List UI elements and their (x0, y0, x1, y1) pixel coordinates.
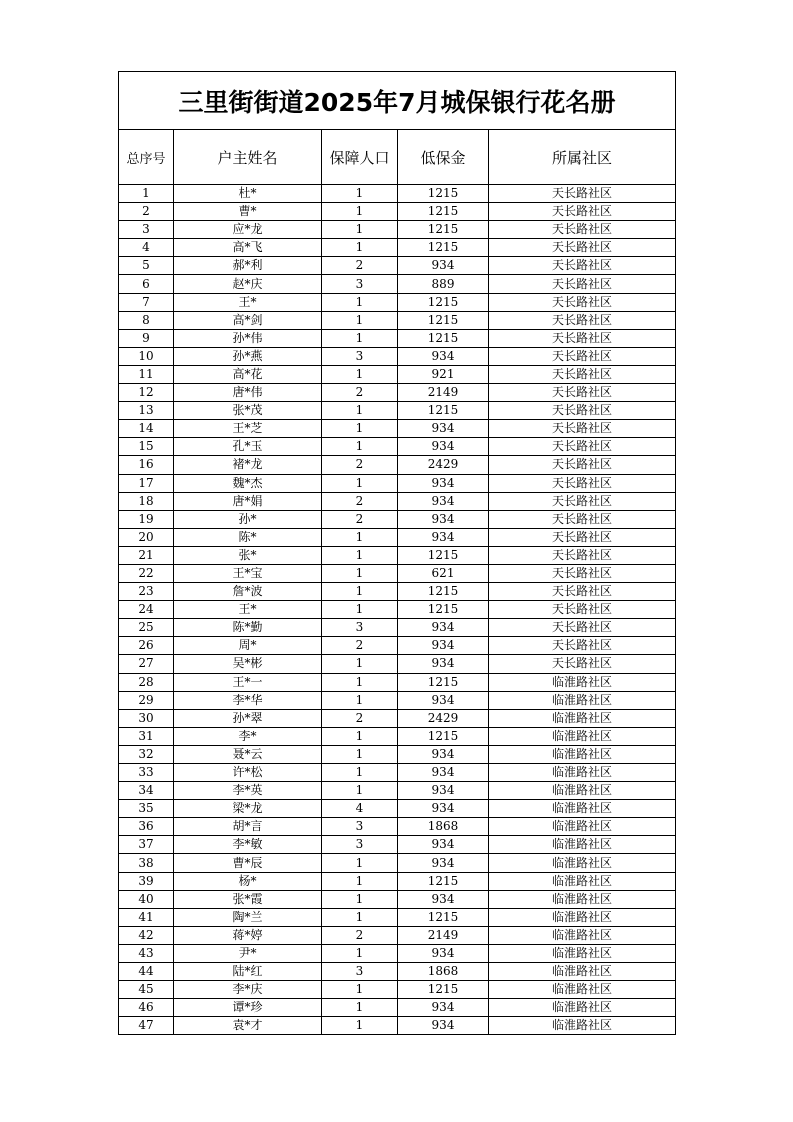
cell-members: 1 (322, 564, 398, 582)
cell-index: 8 (119, 311, 174, 329)
cell-index: 44 (119, 963, 174, 981)
cell-name: 聂*云 (174, 745, 322, 763)
cell-name: 王*宝 (174, 564, 322, 582)
cell-allowance: 934 (398, 782, 489, 800)
table-row (119, 818, 676, 836)
cell-name: 魏*杰 (174, 474, 322, 492)
cell-index: 5 (119, 257, 174, 275)
table-row (119, 275, 676, 293)
cell-index: 10 (119, 347, 174, 365)
cell-allowance: 2149 (398, 926, 489, 944)
cell-allowance: 2429 (398, 709, 489, 727)
cell-name: 唐*伟 (174, 384, 322, 402)
table-row (119, 673, 676, 691)
cell-index: 9 (119, 329, 174, 347)
cell-members: 1 (322, 764, 398, 782)
cell-community: 天长路社区 (489, 239, 676, 257)
cell-allowance: 934 (398, 637, 489, 655)
cell-members: 3 (322, 818, 398, 836)
cell-community: 临淮路社区 (489, 764, 676, 782)
table-row (119, 185, 676, 203)
cell-name: 应*龙 (174, 221, 322, 239)
cell-name: 张*茂 (174, 402, 322, 420)
cell-members: 1 (322, 293, 398, 311)
cell-index: 1 (119, 185, 174, 203)
cell-community: 临淮路社区 (489, 800, 676, 818)
cell-index: 28 (119, 673, 174, 691)
table-row (119, 908, 676, 926)
cell-community: 天长路社区 (489, 203, 676, 221)
cell-members: 1 (322, 655, 398, 673)
cell-index: 3 (119, 221, 174, 239)
table-row (119, 926, 676, 944)
cell-name: 孙*伟 (174, 329, 322, 347)
cell-members: 1 (322, 872, 398, 890)
cell-members: 2 (322, 709, 398, 727)
table-row (119, 800, 676, 818)
cell-community: 天长路社区 (489, 185, 676, 203)
cell-members: 1 (322, 673, 398, 691)
cell-allowance: 1215 (398, 293, 489, 311)
table-row (119, 655, 676, 673)
cell-community: 临淮路社区 (489, 926, 676, 944)
cell-name: 李*庆 (174, 981, 322, 999)
cell-allowance: 1215 (398, 239, 489, 257)
table-row (119, 402, 676, 420)
cell-index: 13 (119, 402, 174, 420)
cell-index: 22 (119, 564, 174, 582)
cell-allowance: 934 (398, 745, 489, 763)
cell-community: 天长路社区 (489, 221, 676, 239)
cell-name: 詹*波 (174, 583, 322, 601)
cell-name: 王* (174, 601, 322, 619)
cell-community: 临淮路社区 (489, 963, 676, 981)
cell-community: 天长路社区 (489, 438, 676, 456)
cell-index: 35 (119, 800, 174, 818)
cell-community: 天长路社区 (489, 275, 676, 293)
cell-members: 1 (322, 420, 398, 438)
cell-allowance: 1215 (398, 872, 489, 890)
table-row (119, 637, 676, 655)
cell-name: 高*飞 (174, 239, 322, 257)
cell-allowance: 1215 (398, 546, 489, 564)
table-row (119, 782, 676, 800)
table-row (119, 944, 676, 962)
cell-community: 临淮路社区 (489, 872, 676, 890)
cell-name: 孔*玉 (174, 438, 322, 456)
cell-name: 李*华 (174, 691, 322, 709)
page-title: 三里街街道2025年7月城保银行花名册 (119, 72, 676, 130)
cell-allowance: 1868 (398, 963, 489, 981)
cell-allowance: 934 (398, 257, 489, 275)
cell-community: 天长路社区 (489, 293, 676, 311)
cell-index: 29 (119, 691, 174, 709)
table-body (119, 185, 676, 1035)
cell-allowance: 934 (398, 1017, 489, 1035)
table-row (119, 745, 676, 763)
cell-allowance: 1868 (398, 818, 489, 836)
cell-index: 33 (119, 764, 174, 782)
cell-index: 4 (119, 239, 174, 257)
cell-community: 天长路社区 (489, 564, 676, 582)
cell-allowance: 934 (398, 836, 489, 854)
cell-community: 临淮路社区 (489, 944, 676, 962)
column-header-community: 所属社区 (489, 130, 676, 185)
cell-members: 2 (322, 926, 398, 944)
cell-allowance: 934 (398, 764, 489, 782)
table-row (119, 420, 676, 438)
cell-community: 天长路社区 (489, 402, 676, 420)
cell-members: 2 (322, 637, 398, 655)
cell-index: 31 (119, 727, 174, 745)
cell-members: 2 (322, 492, 398, 510)
cell-allowance: 934 (398, 619, 489, 637)
cell-community: 临淮路社区 (489, 854, 676, 872)
cell-members: 1 (322, 474, 398, 492)
table-row (119, 564, 676, 582)
cell-name: 尹* (174, 944, 322, 962)
cell-members: 1 (322, 944, 398, 962)
cell-members: 3 (322, 275, 398, 293)
column-header-allowance: 低保金 (398, 130, 489, 185)
table-row (119, 456, 676, 474)
cell-index: 12 (119, 384, 174, 402)
cell-name: 孙* (174, 510, 322, 528)
table-row (119, 528, 676, 546)
cell-allowance: 1215 (398, 981, 489, 999)
cell-members: 1 (322, 185, 398, 203)
cell-members: 1 (322, 854, 398, 872)
cell-index: 19 (119, 510, 174, 528)
cell-name: 杜* (174, 185, 322, 203)
table-row (119, 293, 676, 311)
cell-members: 2 (322, 257, 398, 275)
cell-members: 1 (322, 311, 398, 329)
cell-index: 45 (119, 981, 174, 999)
table-row (119, 764, 676, 782)
cell-name: 陆*红 (174, 963, 322, 981)
cell-community: 天长路社区 (489, 347, 676, 365)
table-row (119, 365, 676, 383)
cell-community: 临淮路社区 (489, 727, 676, 745)
cell-name: 曹* (174, 203, 322, 221)
cell-members: 1 (322, 583, 398, 601)
cell-name: 孙*燕 (174, 347, 322, 365)
cell-index: 25 (119, 619, 174, 637)
table-row (119, 890, 676, 908)
table-row (119, 347, 676, 365)
cell-members: 1 (322, 546, 398, 564)
cell-allowance: 1215 (398, 402, 489, 420)
cell-name: 赵*庆 (174, 275, 322, 293)
cell-allowance: 934 (398, 854, 489, 872)
cell-name: 高*花 (174, 365, 322, 383)
cell-community: 天长路社区 (489, 329, 676, 347)
cell-name: 张*霞 (174, 890, 322, 908)
table-row (119, 981, 676, 999)
cell-allowance: 934 (398, 510, 489, 528)
cell-allowance: 1215 (398, 583, 489, 601)
cell-index: 42 (119, 926, 174, 944)
table-row (119, 872, 676, 890)
cell-name: 杨* (174, 872, 322, 890)
cell-members: 4 (322, 800, 398, 818)
cell-index: 26 (119, 637, 174, 655)
table-row (119, 999, 676, 1017)
cell-name: 李*敏 (174, 836, 322, 854)
cell-community: 天长路社区 (489, 456, 676, 474)
cell-index: 23 (119, 583, 174, 601)
cell-name: 李* (174, 727, 322, 745)
cell-community: 天长路社区 (489, 311, 676, 329)
cell-index: 36 (119, 818, 174, 836)
cell-members: 1 (322, 999, 398, 1017)
cell-community: 临淮路社区 (489, 890, 676, 908)
cell-index: 43 (119, 944, 174, 962)
cell-index: 38 (119, 854, 174, 872)
cell-index: 16 (119, 456, 174, 474)
cell-members: 1 (322, 221, 398, 239)
cell-members: 3 (322, 963, 398, 981)
cell-index: 40 (119, 890, 174, 908)
cell-community: 天长路社区 (489, 510, 676, 528)
cell-name: 周* (174, 637, 322, 655)
cell-community: 天长路社区 (489, 655, 676, 673)
cell-name: 曹*辰 (174, 854, 322, 872)
cell-index: 46 (119, 999, 174, 1017)
cell-allowance: 934 (398, 691, 489, 709)
cell-name: 胡*言 (174, 818, 322, 836)
cell-allowance: 889 (398, 275, 489, 293)
column-header-members: 保障人口 (322, 130, 398, 185)
cell-index: 41 (119, 908, 174, 926)
cell-index: 30 (119, 709, 174, 727)
cell-name: 许*松 (174, 764, 322, 782)
cell-allowance: 621 (398, 564, 489, 582)
cell-members: 1 (322, 402, 398, 420)
cell-community: 天长路社区 (489, 420, 676, 438)
table-row (119, 601, 676, 619)
column-header-name: 户主姓名 (174, 130, 322, 185)
cell-allowance: 934 (398, 800, 489, 818)
cell-allowance: 1215 (398, 908, 489, 926)
cell-members: 1 (322, 601, 398, 619)
cell-allowance: 934 (398, 890, 489, 908)
cell-index: 11 (119, 365, 174, 383)
cell-name: 王* (174, 293, 322, 311)
cell-members: 1 (322, 981, 398, 999)
cell-allowance: 934 (398, 655, 489, 673)
cell-community: 临淮路社区 (489, 999, 676, 1017)
table-row (119, 854, 676, 872)
cell-allowance: 934 (398, 528, 489, 546)
table-row (119, 239, 676, 257)
cell-allowance: 1215 (398, 311, 489, 329)
cell-members: 1 (322, 890, 398, 908)
cell-community: 天长路社区 (489, 583, 676, 601)
cell-community: 天长路社区 (489, 528, 676, 546)
table-header-row (119, 130, 676, 185)
table-row (119, 836, 676, 854)
cell-community: 天长路社区 (489, 492, 676, 510)
cell-index: 24 (119, 601, 174, 619)
cell-allowance: 934 (398, 347, 489, 365)
cell-allowance: 1215 (398, 203, 489, 221)
cell-allowance: 1215 (398, 727, 489, 745)
cell-name: 袁*才 (174, 1017, 322, 1035)
table-row (119, 492, 676, 510)
cell-name: 王*一 (174, 673, 322, 691)
cell-name: 李*英 (174, 782, 322, 800)
cell-members: 1 (322, 782, 398, 800)
cell-index: 7 (119, 293, 174, 311)
cell-members: 1 (322, 203, 398, 221)
cell-name: 高*剑 (174, 311, 322, 329)
cell-members: 1 (322, 329, 398, 347)
cell-members: 1 (322, 691, 398, 709)
column-header-index: 总序号 (119, 130, 174, 185)
cell-allowance: 934 (398, 420, 489, 438)
table-row (119, 691, 676, 709)
cell-community: 天长路社区 (489, 474, 676, 492)
cell-name: 褚*龙 (174, 456, 322, 474)
cell-allowance: 934 (398, 944, 489, 962)
table-row (119, 257, 676, 275)
cell-members: 1 (322, 908, 398, 926)
cell-members: 1 (322, 727, 398, 745)
cell-allowance: 1215 (398, 185, 489, 203)
table-row (119, 311, 676, 329)
table-row (119, 510, 676, 528)
cell-name: 吴*彬 (174, 655, 322, 673)
cell-index: 32 (119, 745, 174, 763)
cell-index: 21 (119, 546, 174, 564)
cell-index: 39 (119, 872, 174, 890)
cell-index: 17 (119, 474, 174, 492)
cell-name: 陈*勤 (174, 619, 322, 637)
table-row (119, 709, 676, 727)
cell-name: 谭*珍 (174, 999, 322, 1017)
cell-allowance: 2149 (398, 384, 489, 402)
table-row (119, 384, 676, 402)
cell-name: 梁*龙 (174, 800, 322, 818)
cell-community: 临淮路社区 (489, 908, 676, 926)
cell-index: 2 (119, 203, 174, 221)
cell-index: 20 (119, 528, 174, 546)
cell-members: 1 (322, 239, 398, 257)
cell-allowance: 921 (398, 365, 489, 383)
cell-community: 临淮路社区 (489, 745, 676, 763)
cell-allowance: 934 (398, 999, 489, 1017)
table-row (119, 329, 676, 347)
cell-members: 1 (322, 438, 398, 456)
cell-name: 陈* (174, 528, 322, 546)
cell-community: 天长路社区 (489, 257, 676, 275)
cell-index: 27 (119, 655, 174, 673)
cell-members: 3 (322, 836, 398, 854)
cell-name: 孙*翠 (174, 709, 322, 727)
cell-members: 1 (322, 528, 398, 546)
cell-community: 临淮路社区 (489, 818, 676, 836)
cell-index: 14 (119, 420, 174, 438)
roster-table (118, 71, 676, 1035)
cell-members: 1 (322, 1017, 398, 1035)
cell-community: 临淮路社区 (489, 691, 676, 709)
cell-name: 唐*娟 (174, 492, 322, 510)
cell-community: 天长路社区 (489, 601, 676, 619)
table-row (119, 1017, 676, 1035)
cell-index: 18 (119, 492, 174, 510)
cell-allowance: 934 (398, 474, 489, 492)
cell-members: 1 (322, 745, 398, 763)
cell-members: 2 (322, 384, 398, 402)
table-row (119, 619, 676, 637)
cell-community: 临淮路社区 (489, 836, 676, 854)
cell-index: 6 (119, 275, 174, 293)
cell-index: 37 (119, 836, 174, 854)
cell-community: 天长路社区 (489, 546, 676, 564)
table-row (119, 221, 676, 239)
table-row (119, 203, 676, 221)
roster-sheet (118, 71, 675, 1035)
cell-allowance: 2429 (398, 456, 489, 474)
cell-allowance: 1215 (398, 329, 489, 347)
table-row (119, 727, 676, 745)
cell-community: 临淮路社区 (489, 1017, 676, 1035)
cell-index: 15 (119, 438, 174, 456)
cell-members: 3 (322, 619, 398, 637)
cell-community: 天长路社区 (489, 619, 676, 637)
cell-members: 2 (322, 456, 398, 474)
cell-community: 临淮路社区 (489, 673, 676, 691)
cell-allowance: 934 (398, 492, 489, 510)
cell-community: 临淮路社区 (489, 709, 676, 727)
table-row (119, 583, 676, 601)
cell-members: 2 (322, 510, 398, 528)
cell-name: 蒋*婷 (174, 926, 322, 944)
cell-allowance: 1215 (398, 673, 489, 691)
cell-index: 47 (119, 1017, 174, 1035)
cell-members: 1 (322, 365, 398, 383)
cell-name: 郝*利 (174, 257, 322, 275)
cell-allowance: 1215 (398, 601, 489, 619)
table-row (119, 438, 676, 456)
cell-community: 天长路社区 (489, 637, 676, 655)
cell-community: 天长路社区 (489, 365, 676, 383)
cell-allowance: 1215 (398, 221, 489, 239)
cell-name: 王*芝 (174, 420, 322, 438)
table-row (119, 546, 676, 564)
cell-name: 张* (174, 546, 322, 564)
table-row (119, 474, 676, 492)
cell-community: 临淮路社区 (489, 981, 676, 999)
cell-members: 3 (322, 347, 398, 365)
cell-allowance: 934 (398, 438, 489, 456)
cell-index: 34 (119, 782, 174, 800)
cell-community: 天长路社区 (489, 384, 676, 402)
cell-name: 陶*兰 (174, 908, 322, 926)
table-row (119, 963, 676, 981)
cell-community: 临淮路社区 (489, 782, 676, 800)
